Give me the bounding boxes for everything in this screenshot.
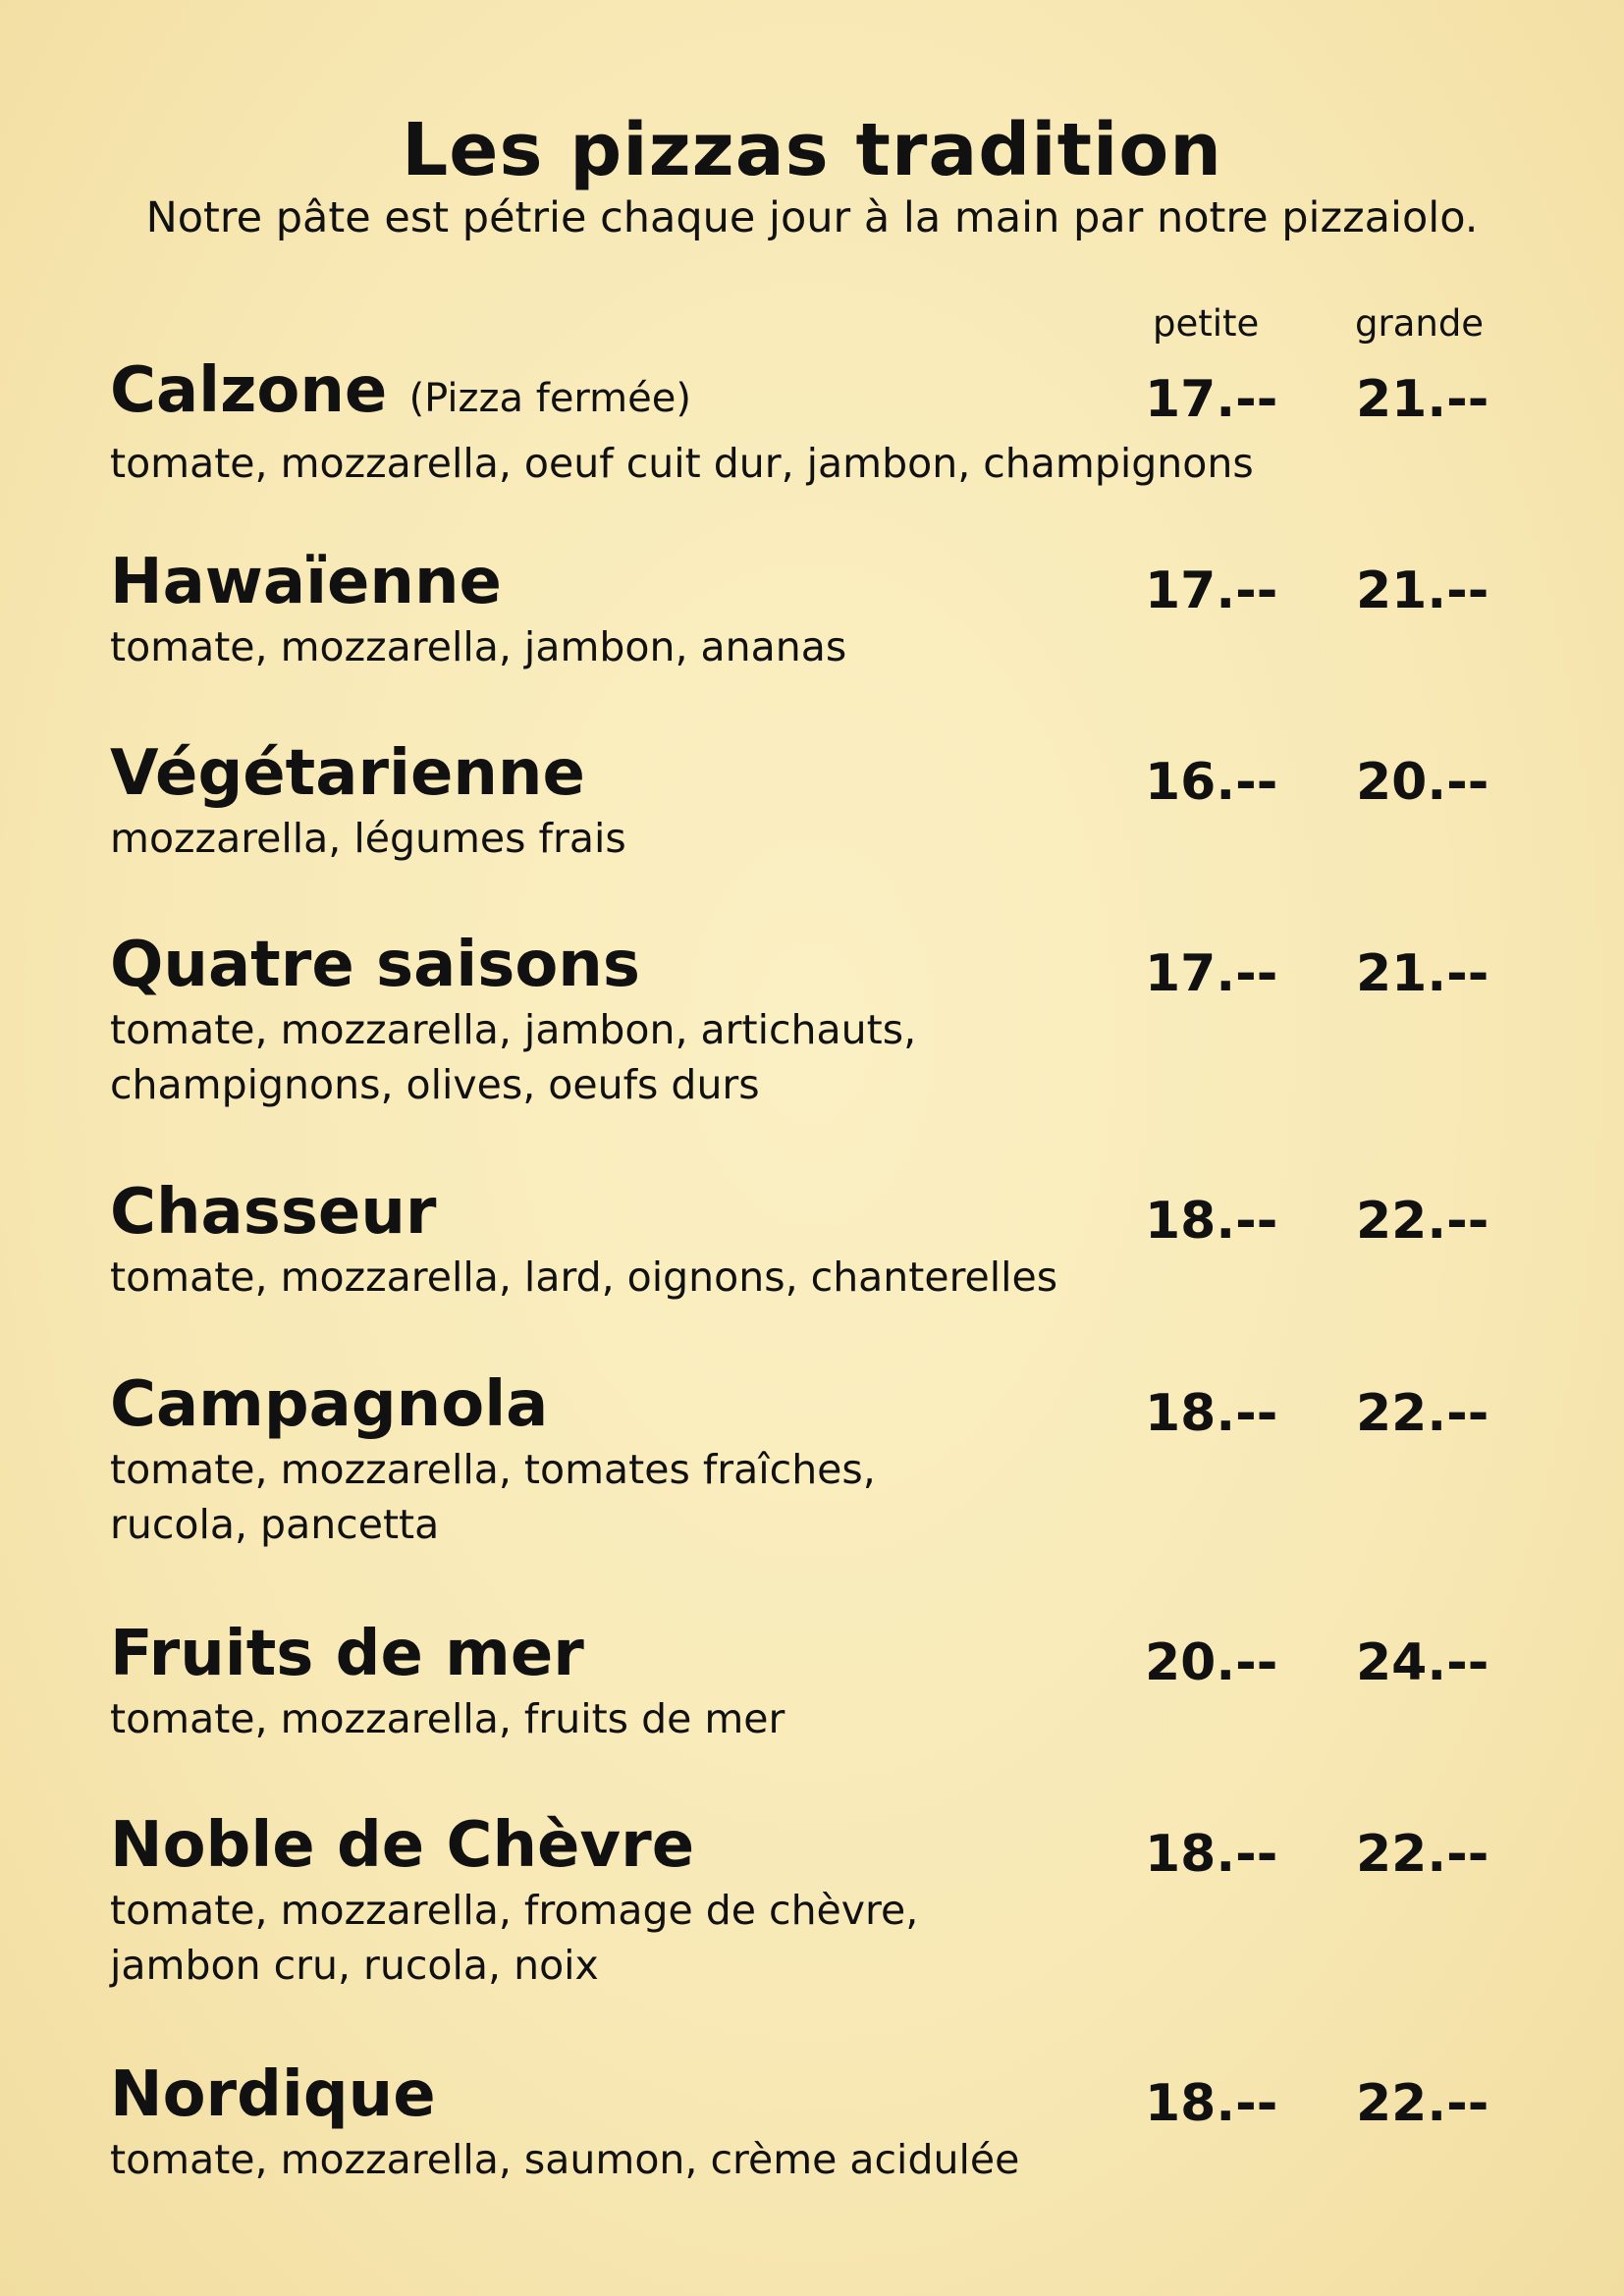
item-description-line2: jambon cru, rucola, noix [110, 1942, 599, 1989]
item-name: Nordique [110, 2058, 436, 2131]
price-grande: 21.-- [1356, 370, 1489, 429]
price-grande: 24.-- [1356, 1633, 1489, 1692]
item-description: tomate, mozzarella, fruits de mer [110, 1695, 785, 1742]
menu-item-calzone [110, 353, 1514, 491]
item-name: Campagnola [110, 1368, 549, 1441]
menu-item-campagnola [110, 1367, 1514, 1552]
price-petite: 18.-- [1145, 2074, 1278, 2133]
menu-item-chasseur [110, 1175, 1514, 1305]
item-name: Quatre saisons [110, 929, 640, 1001]
column-header-grande: grande [1355, 302, 1485, 345]
price-grande: 22.-- [1356, 1192, 1489, 1251]
price-petite: 17.-- [1145, 944, 1278, 1003]
item-description-line2: rucola, pancetta [110, 1501, 440, 1548]
menu-item-nordique [110, 2057, 1514, 2187]
price-petite: 18.-- [1145, 1192, 1278, 1251]
page-subtitle: Notre pâte est pétrie chaque jour à la main par notre pizzaiolo. [145, 193, 1479, 242]
price-petite: 16.-- [1145, 753, 1278, 812]
price-petite: 17.-- [1145, 370, 1278, 429]
item-note: (Pizza fermée) [408, 376, 691, 421]
price-petite: 20.-- [1145, 1633, 1278, 1692]
item-name: Calzone [110, 354, 388, 427]
item-name: Noble de Chèvre [110, 1809, 695, 1882]
item-description: tomate, mozzarella, jambon, ananas [110, 623, 847, 670]
price-grande: 22.-- [1356, 1384, 1489, 1443]
item-description-line2: champignons, olives, oeufs durs [110, 1061, 760, 1108]
menu-item-fruits-de-mer [110, 1617, 1514, 1746]
page-title: Les pizzas tradition [402, 108, 1222, 192]
item-name: Chasseur [110, 1176, 437, 1249]
item-description: tomate, mozzarella, oeuf cuit dur, jambon, champignons [110, 440, 1254, 487]
item-description: tomate, mozzarella, lard, oignons, chanterelles [110, 1254, 1058, 1301]
column-header-petite: petite [1153, 302, 1260, 345]
price-grande: 21.-- [1356, 561, 1489, 620]
price-grande: 22.-- [1356, 1825, 1489, 1884]
item-description: tomate, mozzarella, tomates fraîches, [110, 1446, 876, 1493]
item-name: Végétarienne [110, 737, 585, 810]
menu-item-quatre-saisons [110, 928, 1514, 1112]
price-grande: 22.-- [1356, 2074, 1489, 2133]
item-description: tomate, mozzarella, saumon, crème acidulée [110, 2136, 1020, 2183]
price-petite: 17.-- [1145, 561, 1278, 620]
item-description: tomate, mozzarella, fromage de chèvre, [110, 1887, 919, 1934]
item-name: Fruits de mer [110, 1618, 584, 1690]
price-petite: 18.-- [1145, 1384, 1278, 1443]
menu-item-vegetarienne [110, 736, 1514, 866]
item-description: mozzarella, légumes frais [110, 815, 626, 862]
item-description: tomate, mozzarella, jambon, artichauts, [110, 1006, 917, 1053]
menu-item-noble-de-chevre [110, 1808, 1514, 1993]
item-name: Hawaïenne [110, 546, 502, 618]
price-grande: 21.-- [1356, 944, 1489, 1003]
price-petite: 18.-- [1145, 1825, 1278, 1884]
price-grande: 20.-- [1356, 753, 1489, 812]
menu-item-hawaienne [110, 545, 1514, 674]
